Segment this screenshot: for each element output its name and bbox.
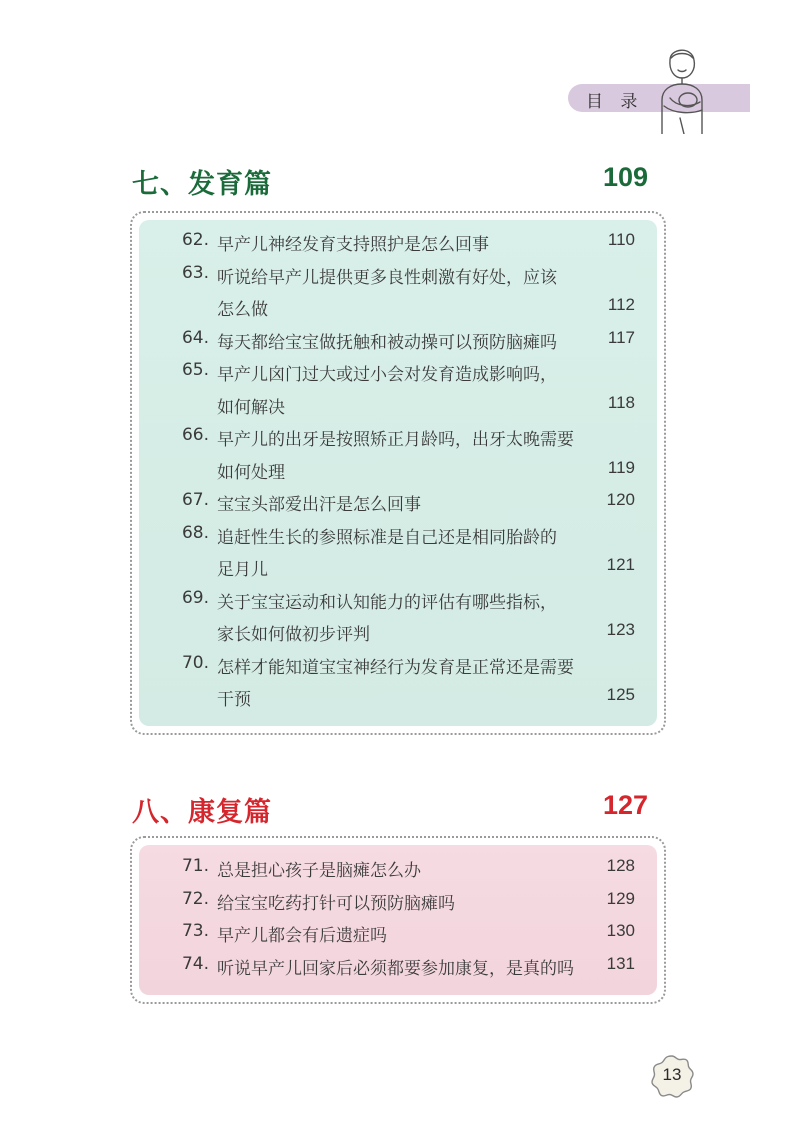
section-title: 七、发育篇 bbox=[132, 169, 272, 200]
entry-page-number: 117 bbox=[607, 327, 635, 347]
entries-panel bbox=[139, 220, 657, 726]
entry-title-line: 给宝宝吃药打针可以预防脑瘫吗 bbox=[217, 893, 455, 914]
toc-entry[interactable] bbox=[139, 490, 635, 523]
section-page-number: 109 bbox=[602, 162, 648, 192]
entry-title-line: 怎么做 bbox=[217, 300, 268, 320]
toc-entry[interactable] bbox=[139, 588, 635, 653]
entry-number: 72. bbox=[181, 888, 209, 909]
section-title: 八、康复篇 bbox=[132, 797, 272, 828]
entry-number: 63. bbox=[181, 262, 209, 283]
entry-number: 66. bbox=[181, 425, 209, 445]
entry-title-line: 如何处理 bbox=[217, 462, 285, 483]
entry-number: 62. bbox=[181, 230, 209, 250]
toc-entry[interactable] bbox=[139, 856, 635, 889]
entry-title-line: 怎样才能知道宝宝神经行为发育是正常还是需要 bbox=[217, 657, 574, 678]
toc-entry[interactable] bbox=[139, 954, 635, 987]
entry-number: 70. bbox=[181, 652, 209, 673]
entry-title-line: 每天都给宝宝做抚触和被动操可以预防脑瘫吗 bbox=[217, 332, 557, 353]
page-number: 13 bbox=[662, 1065, 682, 1084]
entry-page-number: 125 bbox=[606, 685, 635, 704]
toc-header-label: 目 录 bbox=[586, 92, 644, 112]
entries-panel bbox=[139, 845, 657, 995]
entry-title-line: 家长如何做初步评判 bbox=[217, 625, 370, 645]
toc-entry[interactable] bbox=[139, 921, 635, 954]
entry-number: 74. bbox=[181, 953, 209, 974]
entry-title-line: 听说给早产儿提供更多良性刺激有好处，应该 bbox=[217, 267, 557, 288]
entry-title-line: 听说早产儿回家后必须都要参加康复，是真的吗 bbox=[217, 958, 574, 979]
entry-title-line: 追赶性生长的参照标准是自己还是相同胎龄的 bbox=[217, 527, 557, 548]
toc-entry[interactable] bbox=[139, 523, 635, 588]
entry-page-number: 128 bbox=[606, 856, 635, 875]
entry-page-number: 120 bbox=[606, 490, 635, 509]
entry-title-line: 干预 bbox=[217, 690, 251, 710]
toc-entry[interactable] bbox=[139, 653, 635, 718]
toc-entry[interactable] bbox=[139, 889, 635, 922]
entry-title-line: 宝宝头部爱出汗是怎么回事 bbox=[217, 495, 421, 515]
mother-baby-illustration bbox=[640, 40, 726, 134]
entry-title-line: 早产儿神经发育支持照护是怎么回事 bbox=[217, 235, 489, 255]
toc-entry[interactable] bbox=[139, 263, 635, 328]
entry-page-number: 112 bbox=[607, 295, 635, 314]
entry-number: 71. bbox=[181, 856, 209, 876]
toc-entry[interactable] bbox=[139, 230, 635, 263]
entry-number: 68. bbox=[181, 522, 209, 543]
section-entries-box bbox=[130, 836, 666, 1004]
toc-entry[interactable] bbox=[139, 425, 635, 490]
entry-number: 69. bbox=[181, 587, 209, 608]
toc-entry[interactable] bbox=[139, 328, 635, 361]
entry-title-line: 如何解决 bbox=[217, 397, 285, 418]
entry-title-line: 总是担心孩子是脑瘫怎么办 bbox=[217, 861, 421, 881]
entry-number: 65. bbox=[181, 360, 209, 380]
entry-page-number: 131 bbox=[606, 953, 635, 973]
section-entries-box bbox=[130, 211, 666, 735]
entry-page-number: 130 bbox=[606, 921, 635, 940]
entry-number: 73. bbox=[181, 921, 209, 941]
entry-number: 64. bbox=[181, 327, 209, 348]
entry-page-number: 110 bbox=[607, 230, 635, 249]
page-number-badge bbox=[650, 1054, 694, 1098]
entry-page-number: 129 bbox=[606, 888, 635, 908]
entry-page-number: 123 bbox=[606, 620, 635, 639]
entry-title-line: 早产儿的出牙是按照矫正月龄吗，出牙太晚需要 bbox=[217, 430, 574, 450]
entry-title-line: 足月儿 bbox=[217, 560, 268, 580]
entry-title-line: 关于宝宝运动和认知能力的评估有哪些指标， bbox=[217, 592, 557, 613]
entry-title-line: 早产儿都会有后遗症吗 bbox=[217, 926, 387, 946]
entry-page-number: 118 bbox=[607, 392, 635, 412]
entry-page-number: 119 bbox=[607, 457, 635, 477]
entry-title-line: 早产儿囟门过大或过小会对发育造成影响吗， bbox=[217, 365, 557, 385]
toc-entry[interactable] bbox=[139, 360, 635, 425]
section-page-number: 127 bbox=[602, 790, 648, 820]
entry-number: 67. bbox=[181, 490, 209, 510]
entry-page-number: 121 bbox=[606, 555, 635, 574]
